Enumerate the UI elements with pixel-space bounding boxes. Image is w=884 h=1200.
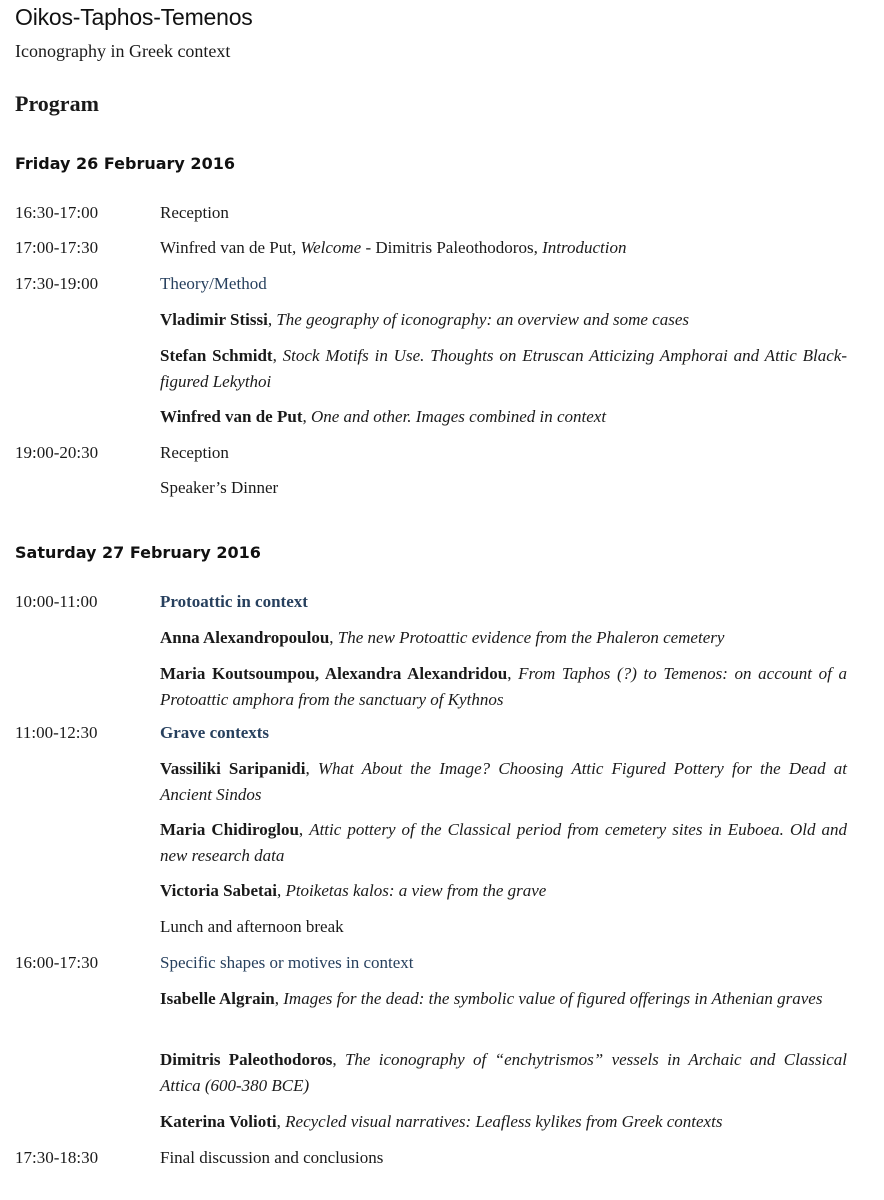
speaker-name: Vassiliki Saripanidi	[160, 759, 306, 778]
speaker-name: Stefan Schmidt	[160, 346, 273, 365]
program-item: Final discussion and conclusions	[160, 1148, 384, 1167]
talk-entry: Winfred van de Put, One and other. Images combined in context	[160, 407, 607, 426]
time-slot: 17:30-19:00	[15, 274, 99, 293]
day-heading-saturday: Saturday 27 February 2016	[15, 543, 261, 562]
talk-title: The geography of iconography: an overview and some cases	[276, 310, 689, 329]
talk-title: Recycled visual narratives: Leafless kylikes from Greek contexts	[285, 1112, 723, 1131]
talk-entry: Vladimir Stissi, The geography of iconography: an overview and some cases	[160, 310, 689, 329]
talk-title: Welcome	[300, 238, 362, 257]
speaker-name: Dimitris Paleothodoros	[160, 1050, 333, 1069]
talk-title: Stock Motifs in Use. Thoughts on Etruscan Atticizing Amphorai and Attic Black-figured Lekythoi	[160, 346, 847, 391]
time-slot: 16:30-17:00	[15, 203, 99, 222]
time-slot: 10:00-11:00	[15, 592, 98, 611]
time-slot: 17:00-17:30	[15, 238, 99, 257]
time-slot: 19:00-20:30	[15, 443, 99, 462]
session-title: Protoattic in context	[160, 592, 308, 611]
program-item: Speaker’s Dinner	[160, 478, 279, 497]
speaker-name: Maria Koutsoumpou, Alexandra Alexandridou	[160, 664, 508, 683]
program-heading: Program	[15, 91, 99, 116]
talk-entry: Dimitris Paleothodoros, The iconography of “enchytrismos” vessels in Archaic and Classical Attica (600-380 BCE)	[160, 1050, 848, 1095]
program-item: Reception	[160, 203, 229, 222]
speaker-name: Anna Alexandropoulou	[160, 628, 330, 647]
event-subtitle: Iconography in Greek context	[15, 41, 231, 61]
program-item: Lunch and afternoon break	[160, 917, 344, 936]
talk-entry: Maria Koutsoumpou, Alexandra Alexandridou, From Taphos (?) to Temenos: on account of a Protoattic amphora from the sanctuary of Kythnos	[160, 664, 847, 709]
talk-entry: Vassiliki Saripanidi, What About the Image? Choosing Attic Figured Pottery for the Dead at Ancient Sindos	[160, 759, 848, 804]
talk-entry: Isabelle Algrain, Images for the dead: the symbolic value of figured offerings in Athenian graves	[160, 989, 823, 1008]
time-slot: 16:00-17:30	[15, 953, 99, 972]
time-slot: 17:30-18:30	[15, 1148, 99, 1167]
speaker-name: Winfred van de Put	[160, 407, 303, 426]
talk-title: What About the Image? Choosing Attic Figured Pottery for the Dead at Ancient Sindos	[160, 759, 848, 804]
day-heading-friday: Friday 26 February 2016	[15, 154, 235, 173]
session-title: Grave contexts	[160, 723, 270, 742]
talk-entry: Anna Alexandropoulou, The new Protoattic evidence from the Phaleron cemetery	[160, 628, 725, 647]
speaker-name: Winfred van de Put,	[160, 238, 301, 257]
program-item	[160, 235, 847, 261]
talk-entry: Katerina Volioti, Recycled visual narratives: Leafless kylikes from Greek contexts	[160, 1112, 723, 1131]
talk-entry: Maria Chidiroglou, Attic pottery of the Classical period from cemetery sites in Euboea. Old and new research data	[160, 820, 847, 865]
session-title: Specific shapes or motives in context	[160, 953, 414, 972]
speaker-name: - Dimitris Paleothodoros,	[361, 238, 543, 257]
time-slot: 11:00-12:30	[15, 723, 98, 742]
talk-title: Attic pottery of the Classical period from cemetery sites in Euboea. Old and new research data	[160, 820, 847, 865]
speaker-name: Victoria Sabetai	[160, 881, 277, 900]
program-item: Reception	[160, 443, 229, 462]
talk-title: Ptoiketas kalos: a view from the grave	[285, 881, 547, 900]
speaker-name: Isabelle Algrain	[160, 989, 275, 1008]
talk-title: The new Protoattic evidence from the Phaleron cemetery	[337, 628, 725, 647]
speaker-name: Vladimir Stissi	[160, 310, 268, 329]
speaker-name: Maria Chidiroglou	[160, 820, 299, 839]
speaker-name: Katerina Volioti	[160, 1112, 277, 1131]
event-title: Oikos-Taphos-Temenos	[15, 4, 253, 30]
talk-entry: Victoria Sabetai, Ptoiketas kalos: a view from the grave	[160, 881, 547, 900]
session-title: Theory/Method	[160, 274, 267, 293]
talk-title: Introduction	[542, 238, 627, 257]
talk-title: One and other. Images combined in context	[310, 407, 607, 426]
talk-entry: Stefan Schmidt, Stock Motifs in Use. Thoughts on Etruscan Atticizing Amphorai and Attic Black-figured Lekythoi	[160, 346, 847, 391]
talk-title: From Taphos (?) to Temenos: on account of a Protoattic amphora from the sanctuary of Kythnos	[160, 664, 847, 709]
talk-title: The iconography of “enchytrismos” vessels in Archaic and Classical Attica (600-380 BCE)	[160, 1050, 848, 1095]
talk-title: Images for the dead: the symbolic value of figured offerings in Athenian graves	[283, 989, 823, 1008]
